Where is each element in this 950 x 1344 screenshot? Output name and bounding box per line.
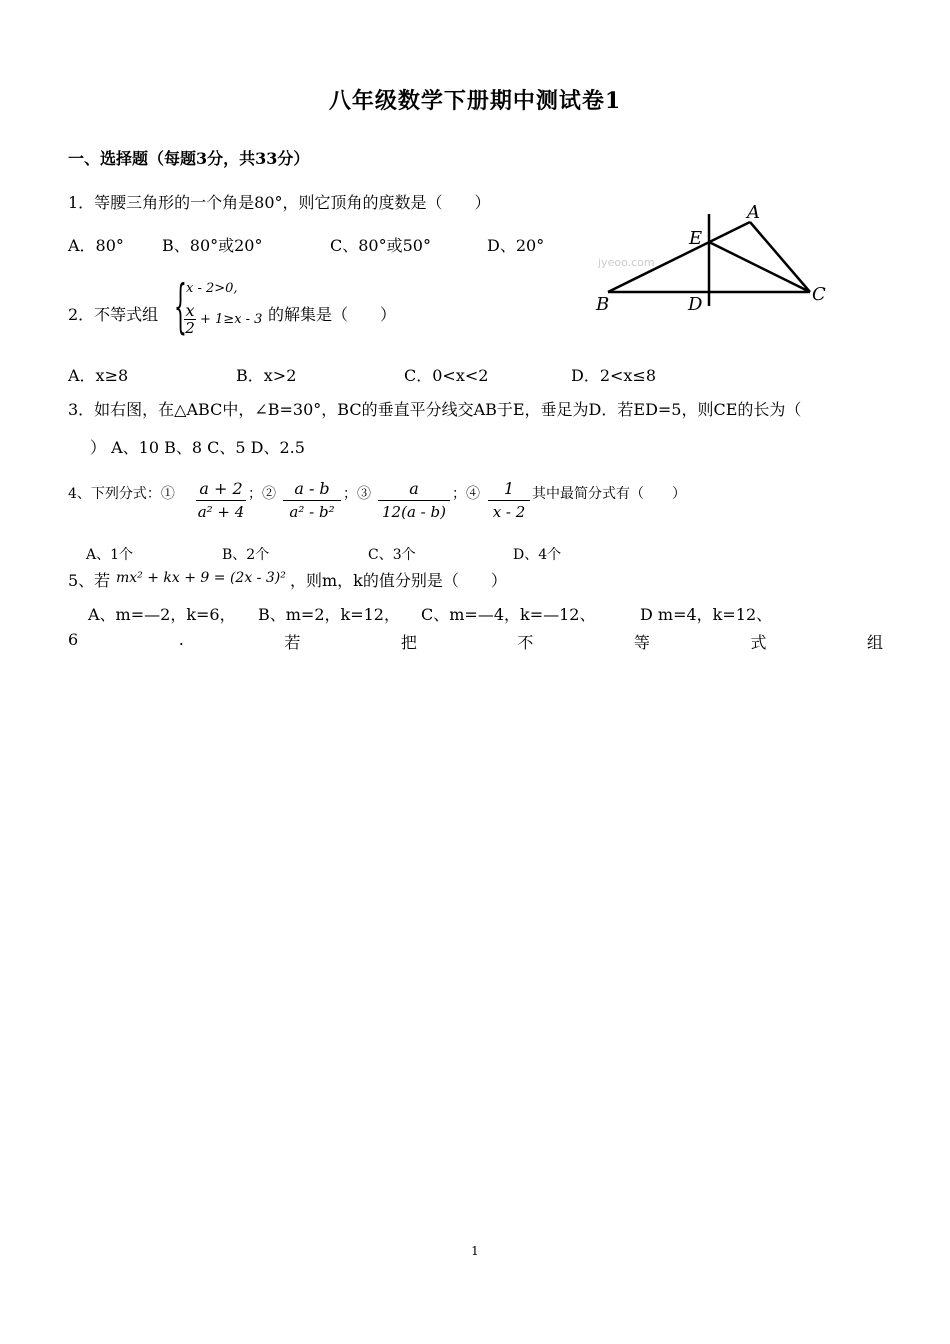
q4-option-a: A、1个 xyxy=(86,547,134,563)
q5-prefix: 5、若 xyxy=(68,571,111,590)
q3-options: ） A、10 B、8 C、5 D、2.5 xyxy=(90,438,305,457)
q2-option-a: A．x≥8 xyxy=(68,366,129,385)
q6-line xyxy=(68,630,883,653)
q5-suffix: ，则m，k的值分别是（ ） xyxy=(290,571,507,590)
q5-option-a: A、m=—2，k=6， xyxy=(88,605,236,624)
q4-suffix: 其中最简分式有（ ） xyxy=(532,486,686,502)
label-e: E xyxy=(689,228,703,249)
label-d: D xyxy=(688,294,703,315)
q2-option-d: D．2<x≤8 xyxy=(571,366,657,385)
triangle-figure xyxy=(590,198,835,318)
q1-stem: 1．等腰三角形的一个角是80°，则它顶角的度数是（ ） xyxy=(68,193,491,212)
q3-stem: 3．如右图，在△ABC中，∠B=30°，BC的垂直平分线交AB于E，垂足为D．若ED=5，则CE的长为（ xyxy=(68,400,802,419)
q1-option-c: C、80°或50° xyxy=(330,236,431,255)
q4-option-c: C、3个 xyxy=(368,547,416,563)
q5-option-b: B、m=2，k=12， xyxy=(258,605,400,624)
q6-char: 组 xyxy=(866,633,883,652)
q6-char: 不 xyxy=(517,633,534,652)
q4-fraction-2: a - b a² - b² xyxy=(283,478,341,523)
label-c: C xyxy=(812,284,826,305)
q1-option-a: A．80° xyxy=(68,236,124,255)
q5-option-d: D m=4，k=12、 xyxy=(640,605,773,624)
q5-expression: mx² + kx + 9 = (2x - 3)² xyxy=(116,570,286,586)
q4-option-d: D、4个 xyxy=(513,547,562,563)
q1-option-d: D、20° xyxy=(487,236,545,255)
q2-fraction: x 2 xyxy=(185,301,195,337)
q6-char: 式 xyxy=(750,633,767,652)
q4-fraction-3: a 12(a - b) xyxy=(378,478,450,523)
q2-suffix: 的解集是（ ） xyxy=(268,305,397,324)
q4-prefix: 4、下列分式：① xyxy=(68,486,175,502)
q4-sep-1: ；② xyxy=(248,486,276,502)
q6-char: . xyxy=(178,630,184,649)
section-heading: 一、选择题（每题3分，共33分） xyxy=(68,149,310,168)
q2-system-line2: + 1≥x - 3 xyxy=(200,312,263,327)
q6-char: 把 xyxy=(400,633,417,652)
label-b: B xyxy=(596,294,610,315)
segment-ac xyxy=(750,222,810,292)
page-title: 八年级数学下册期中测试卷1 xyxy=(328,88,622,114)
q4-fraction-4: 1 x - 2 xyxy=(488,478,530,523)
q4-fraction-1: a + 2 a² + 4 xyxy=(197,479,245,521)
q6-char: 6 xyxy=(68,630,79,649)
watermark: jyeoo.com xyxy=(598,256,655,269)
label-a: A xyxy=(747,202,760,223)
page-number: 1 xyxy=(471,1244,479,1258)
q2-option-c: C．0<x<2 xyxy=(404,366,489,385)
q4-option-b: B、2个 xyxy=(222,547,270,563)
q6-char: 等 xyxy=(633,633,650,652)
q1-option-b: B、80°或20° xyxy=(162,236,263,255)
q4-sep-3: ；④ xyxy=(452,486,480,502)
q5-option-c: C、m=—4，k=—12、 xyxy=(421,605,596,624)
q4-sep-2: ；③ xyxy=(343,486,371,502)
q6-char: 若 xyxy=(284,633,301,652)
segment-ec xyxy=(709,242,810,292)
system-brace: { xyxy=(174,272,187,340)
q2-option-b: B．x>2 xyxy=(236,366,297,385)
q2-prefix: 2．不等式组 xyxy=(68,305,159,324)
q2-system-line1: x - 2>0, xyxy=(186,281,238,296)
